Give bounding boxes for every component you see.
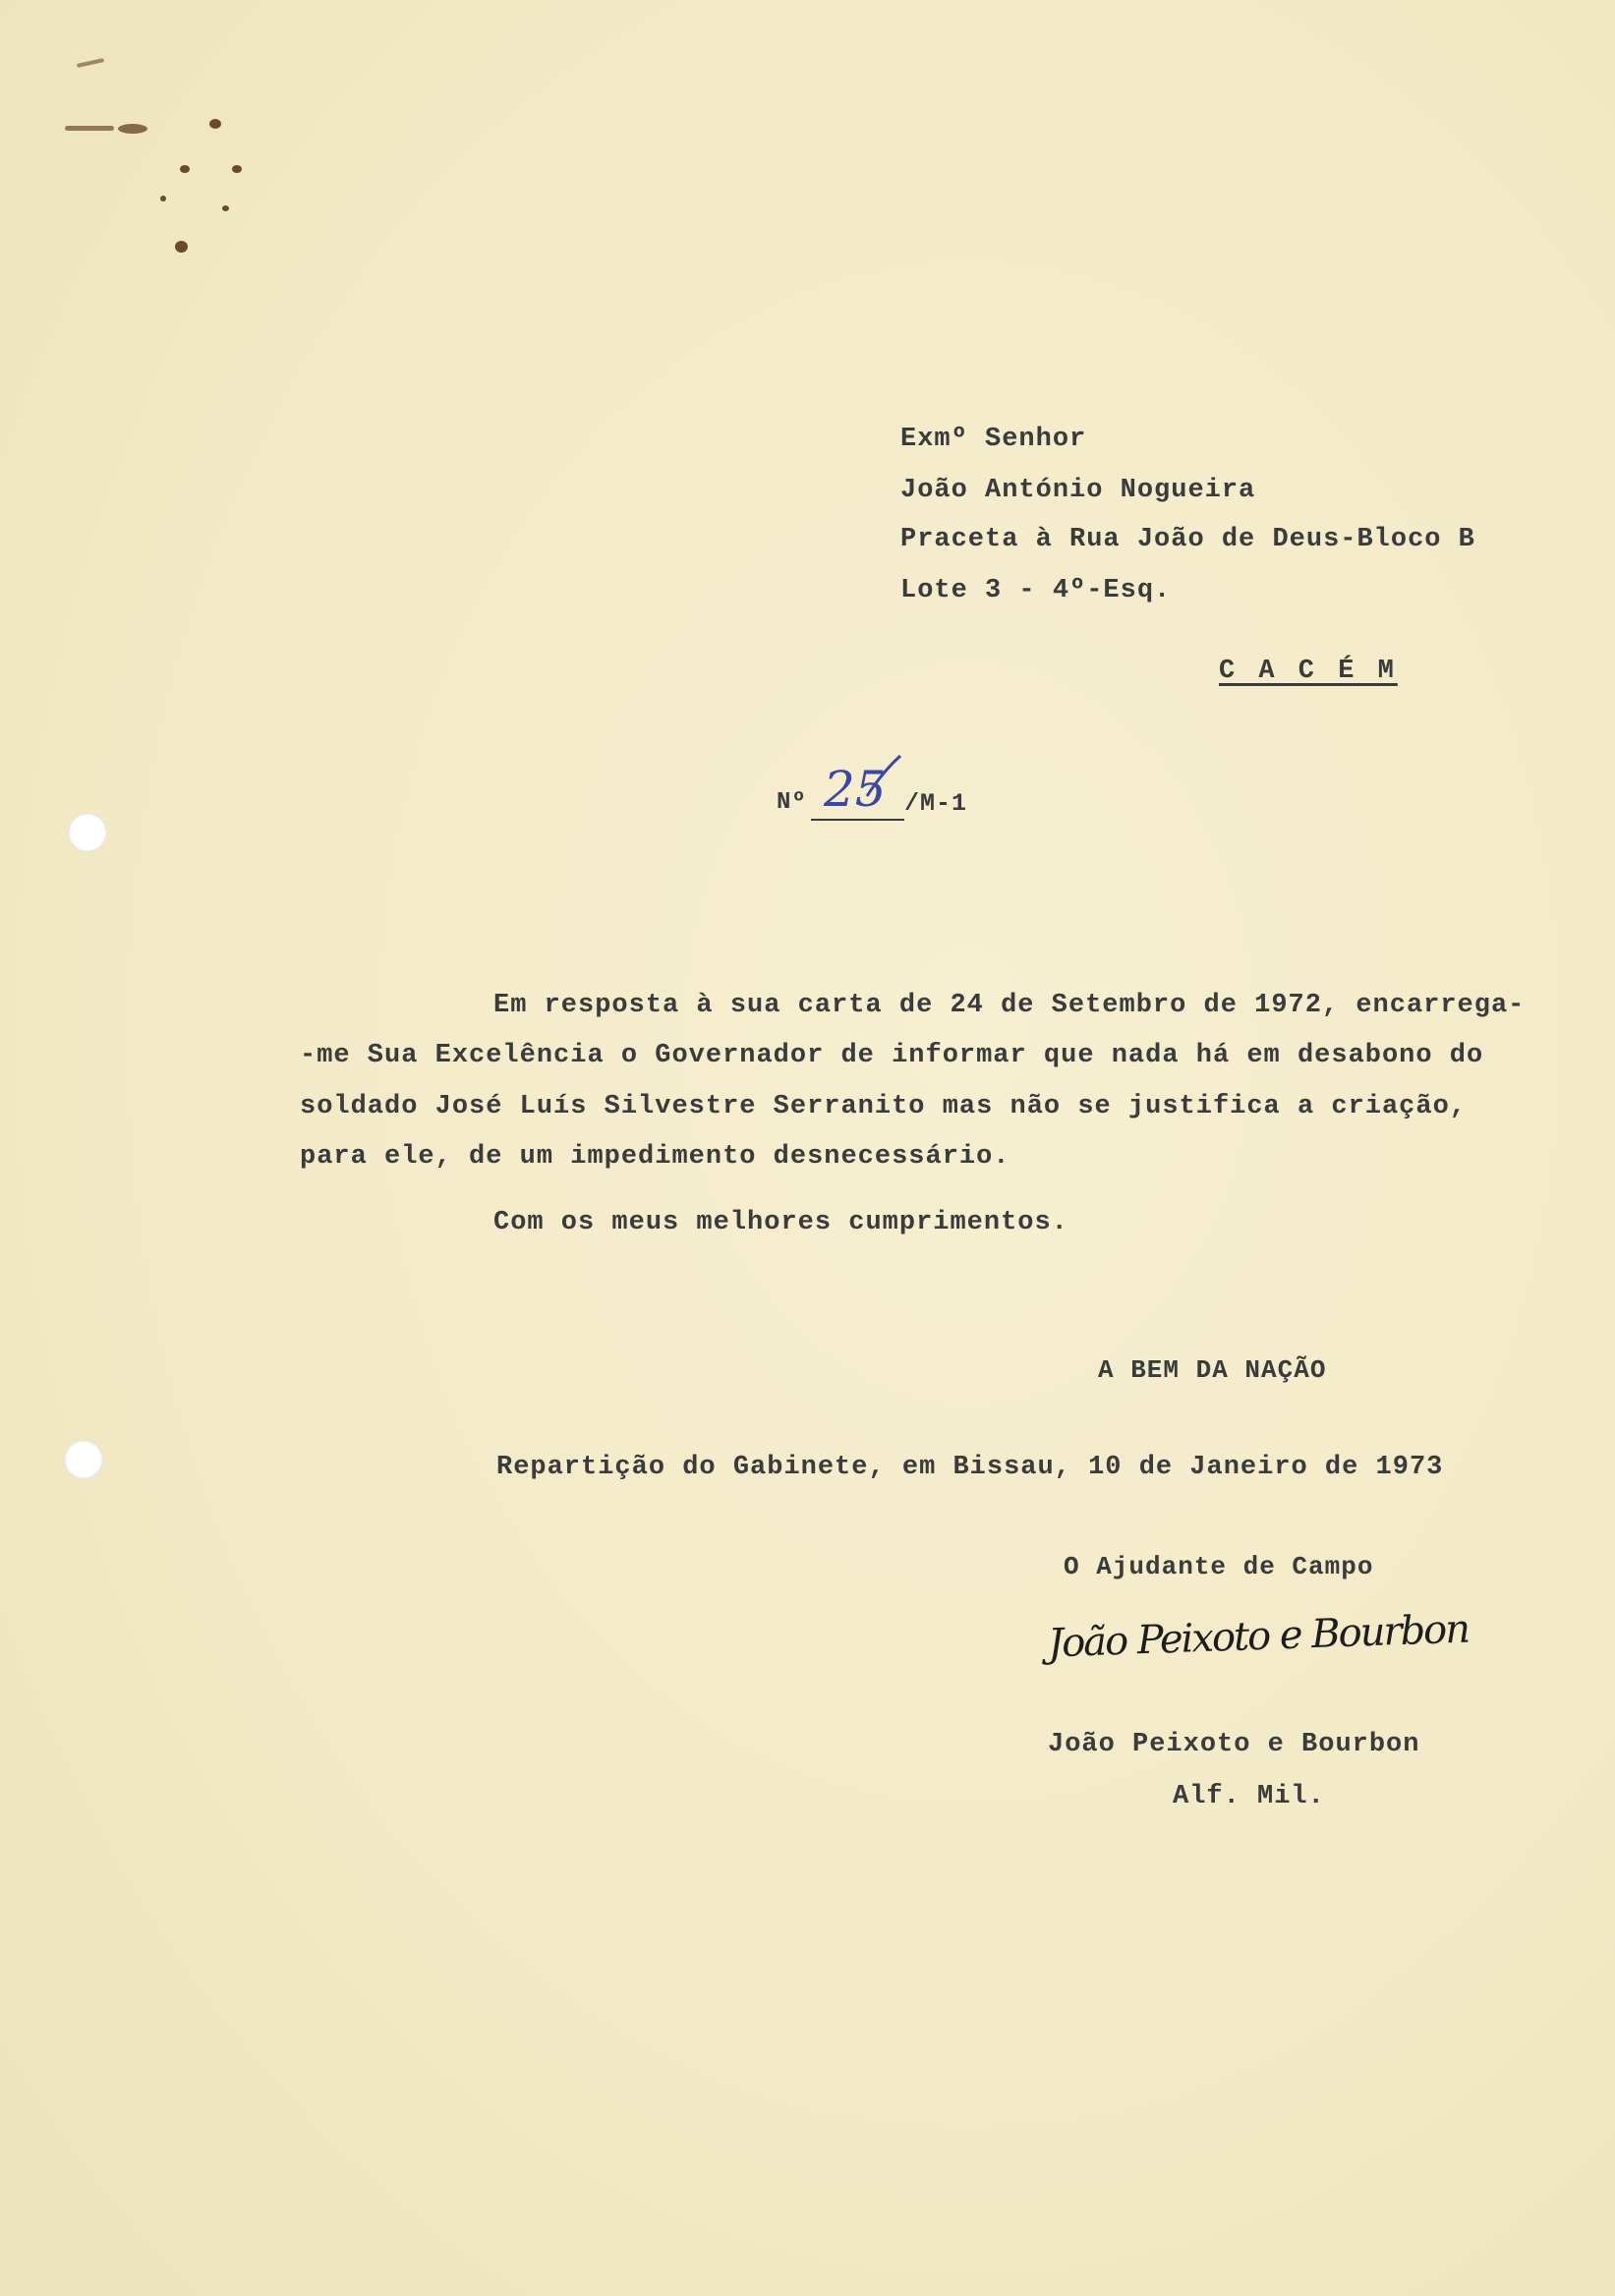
body-line-3: soldado José Luís Silvestre Serranito mas não se justifica a criação, <box>300 1092 1467 1121</box>
handwritten-signature: João Peixoto e Bourbon <box>1047 1606 1470 1667</box>
signatory-rank: Alf. Mil. <box>1173 1782 1325 1811</box>
signatory-role: O Ajudante de Campo <box>1064 1552 1374 1581</box>
recipient-city: C A C É M <box>1219 657 1398 686</box>
body-line-2: -me Sua Excelência o Governador de informar que nada há em desabono do <box>300 1041 1484 1070</box>
place-date: Repartição do Gabinete, em Bissau, 10 de Janeiro de 1973 <box>496 1453 1444 1482</box>
recipient-salutation: Exmº Senhor <box>900 425 1087 454</box>
recipient-name: João António Nogueira <box>900 476 1256 505</box>
recipient-address-line2: Lote 3 - 4º-Esq. <box>900 576 1172 605</box>
reference-number-underline <box>811 819 904 821</box>
punch-hole-bottom <box>64 1440 103 1479</box>
body-line-4: para ele, de um impedimento desnecessário. <box>300 1142 1010 1172</box>
closing-line: Com os meus melhores cumprimentos. <box>493 1208 1068 1237</box>
punch-hole-top <box>68 813 107 852</box>
reference-number: 25 <box>824 761 887 818</box>
reference-suffix: /M-1 <box>904 789 968 818</box>
reference-prefix: Nº <box>777 789 807 816</box>
recipient-address-line1: Praceta à Rua João de Deus-Bloco B <box>900 525 1475 554</box>
reference-number-tick <box>865 752 904 801</box>
body-line-1: Em resposta à sua carta de 24 de Setembro de 1972, encarrega- <box>493 991 1526 1020</box>
motto: A BEM DA NAÇÃO <box>1098 1355 1327 1385</box>
signatory-name: João Peixoto e Bourbon <box>1048 1730 1420 1759</box>
